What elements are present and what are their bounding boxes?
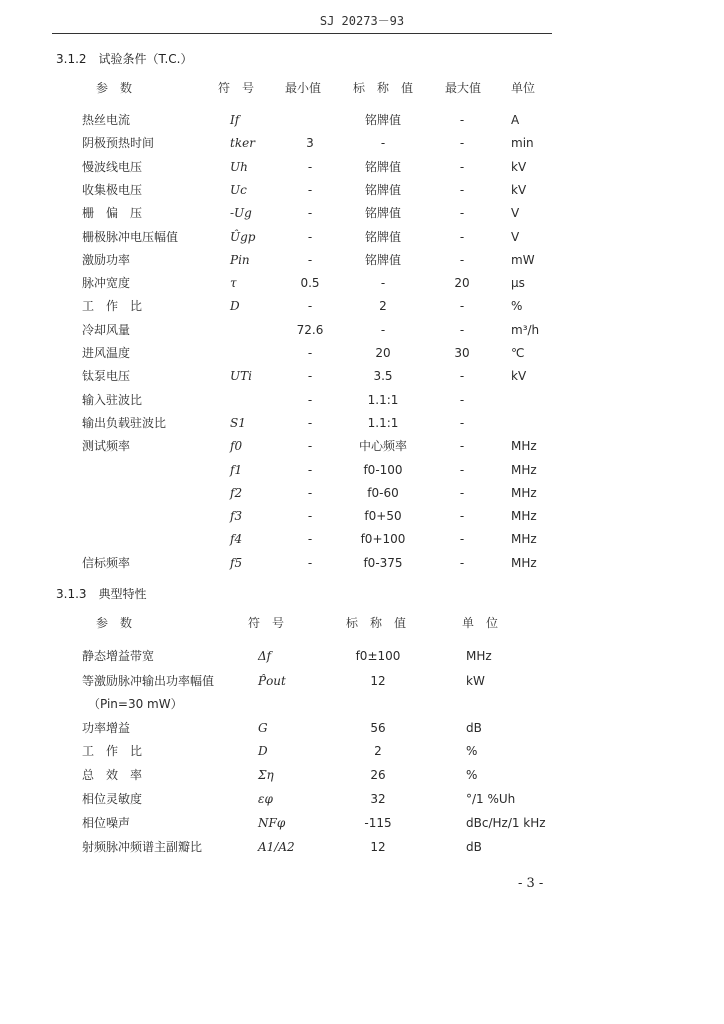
- nominal-cell: -115: [364, 816, 392, 830]
- page-number: - 3 -: [518, 876, 544, 891]
- table-row: [0, 508, 724, 530]
- min-cell: -: [307, 462, 313, 477]
- table-row: [0, 135, 724, 157]
- nominal-cell: 56: [370, 721, 386, 735]
- unit-cell: μs: [511, 276, 525, 291]
- nominal-cell: 1.1:1: [367, 392, 399, 407]
- nominal-cell: -: [380, 136, 386, 151]
- table-row: [0, 159, 724, 181]
- param-cell: 脉冲宽度: [82, 276, 131, 291]
- unit-cell: MHz: [511, 532, 537, 547]
- symbol-cell: A1/A2: [258, 840, 295, 854]
- nominal-cell: 3.5: [373, 369, 393, 384]
- table-row: [0, 205, 724, 227]
- max-cell: -: [459, 136, 465, 151]
- nominal-cell: 铭牌值: [364, 229, 402, 244]
- min-cell: -: [307, 159, 313, 174]
- col-nominal: 标 称 值: [352, 81, 414, 95]
- param-cell: 栅 偏 压: [82, 206, 143, 221]
- unit-cell: MHz: [511, 485, 537, 500]
- max-cell: -: [459, 159, 465, 174]
- param-cell: 功率增益: [82, 721, 131, 735]
- symbol-cell: εφ: [258, 792, 273, 806]
- table-row: [0, 415, 724, 437]
- param-cell: 热丝电流: [82, 113, 131, 127]
- symbol-cell: Ûgp: [230, 229, 256, 244]
- min-cell: -: [307, 415, 313, 430]
- param-cell: 相位噪声: [82, 816, 131, 830]
- max-cell: -: [459, 439, 465, 454]
- table-row: [0, 182, 724, 204]
- table-row: [0, 438, 724, 460]
- nominal-cell: 铭牌值: [364, 159, 402, 174]
- param-cell: 射频脉冲频谱主副瓣比: [82, 840, 203, 854]
- unit-cell: MHz: [511, 462, 537, 477]
- nominal-cell: 铭牌值: [364, 182, 402, 197]
- param-cell: 信标频率: [82, 555, 131, 570]
- nominal-cell: 2: [374, 744, 382, 758]
- unit-cell: dBc/Hz/1 kHz: [466, 816, 546, 830]
- unit-cell: V: [511, 206, 520, 221]
- table-row: [0, 720, 724, 742]
- symbol-cell: f0: [230, 439, 243, 454]
- nominal-cell: 12: [370, 674, 386, 688]
- table-row: [0, 555, 724, 577]
- unit-cell: MHz: [511, 439, 537, 454]
- symbol-cell: -Ug: [230, 206, 252, 221]
- nominal-cell: f0-100: [363, 462, 403, 477]
- table-row: [0, 392, 724, 414]
- min-cell: -: [307, 555, 313, 570]
- table2-header: [0, 615, 724, 637]
- param-cell: 总 效 率: [82, 768, 143, 782]
- min-cell: -: [307, 252, 313, 267]
- symbol-cell: G: [258, 721, 268, 735]
- unit-cell: %: [466, 768, 478, 782]
- table-row: [0, 673, 724, 695]
- max-cell: 30: [454, 346, 470, 360]
- max-cell: -: [459, 532, 465, 547]
- col-unit: 单 位: [462, 616, 499, 630]
- nominal-cell: 铭牌值: [364, 252, 402, 267]
- max-cell: -: [459, 509, 465, 524]
- min-cell: 0.5: [300, 276, 320, 291]
- param-cell: 钛泵电压: [82, 369, 131, 384]
- min-cell: -: [307, 439, 313, 454]
- unit-cell: dB: [466, 840, 482, 854]
- param-cell: 静态增益带宽: [82, 649, 155, 663]
- unit-cell: kV: [511, 182, 527, 197]
- min-cell: -: [307, 206, 313, 221]
- col-max: 最大值: [444, 81, 482, 95]
- min-cell: -: [307, 299, 313, 314]
- nominal-cell: -: [380, 276, 386, 291]
- symbol-cell: D: [258, 744, 268, 758]
- unit-cell: m³/h: [511, 322, 540, 337]
- symbol-cell: If: [230, 113, 240, 127]
- max-cell: -: [459, 229, 465, 244]
- symbol-cell: τ: [230, 276, 237, 291]
- unit-cell: MHz: [511, 555, 537, 570]
- max-cell: -: [459, 392, 465, 407]
- max-cell: -: [459, 485, 465, 500]
- table-row: [0, 462, 724, 484]
- max-cell: -: [459, 182, 465, 197]
- min-cell: -: [307, 485, 313, 500]
- param-cell: 输入驻波比: [82, 392, 143, 407]
- table-row: [0, 815, 724, 837]
- table-row: [0, 112, 724, 134]
- symbol-cell: UTi: [230, 369, 252, 384]
- table1-header: [0, 80, 724, 102]
- unit-cell: %: [511, 299, 523, 314]
- col-symbol: 符 号: [218, 81, 255, 95]
- param-cell: （Pin=30 mW）: [88, 697, 183, 711]
- nominal-cell: f0-375: [363, 555, 403, 570]
- min-cell: 72.6: [296, 322, 324, 337]
- min-cell: -: [307, 229, 313, 244]
- table-row: [0, 485, 724, 507]
- symbol-cell: tker: [230, 136, 255, 151]
- max-cell: 20: [454, 276, 470, 291]
- max-cell: -: [459, 369, 465, 384]
- table-row: [0, 648, 724, 670]
- param-cell: 工 作 比: [82, 744, 143, 758]
- table-row: [0, 696, 724, 718]
- table-row: [0, 252, 724, 274]
- nominal-cell: 中心频率: [358, 439, 408, 454]
- unit-cell: min: [511, 136, 534, 151]
- nominal-cell: 铭牌值: [364, 113, 402, 127]
- table-row: [0, 275, 724, 297]
- table-row: [0, 298, 724, 320]
- min-cell: -: [307, 509, 313, 524]
- col-unit: 单位: [511, 81, 536, 95]
- table-row: [0, 791, 724, 813]
- nominal-cell: f0+50: [364, 509, 402, 524]
- min-cell: 3: [306, 136, 314, 151]
- min-cell: -: [307, 369, 313, 384]
- param-cell: 冷却风量: [82, 322, 131, 337]
- param-cell: 输出负载驻波比: [82, 415, 167, 430]
- unit-cell: %: [466, 744, 478, 758]
- max-cell: -: [459, 462, 465, 477]
- nominal-cell: 铭牌值: [364, 206, 402, 221]
- symbol-cell: P̂out: [258, 674, 286, 688]
- unit-cell: dB: [466, 721, 482, 735]
- min-cell: -: [307, 532, 313, 547]
- max-cell: -: [459, 322, 465, 337]
- max-cell: -: [459, 555, 465, 570]
- param-cell: 收集极电压: [82, 182, 143, 197]
- symbol-cell: Uc: [230, 182, 247, 197]
- min-cell: -: [307, 392, 313, 407]
- nominal-cell: 1.1:1: [367, 415, 399, 430]
- param-cell: 工 作 比: [82, 299, 143, 314]
- nominal-cell: -: [380, 322, 386, 337]
- symbol-cell: S1: [230, 415, 246, 430]
- param-cell: 慢波线电压: [82, 159, 143, 174]
- nominal-cell: f0-60: [367, 485, 399, 500]
- unit-cell: °/1 %Uh: [466, 792, 516, 806]
- col-min: 最小值: [284, 81, 322, 95]
- table-row: [0, 767, 724, 789]
- symbol-cell: f3: [230, 509, 243, 524]
- param-cell: 阴极预热时间: [82, 136, 155, 151]
- nominal-cell: 20: [375, 346, 391, 360]
- max-cell: -: [459, 206, 465, 221]
- unit-cell: mW: [511, 252, 535, 267]
- min-cell: -: [307, 182, 313, 197]
- table-row: [0, 345, 724, 367]
- section-3-1-2-title: 3.1.2 试验条件（T.C.）: [56, 52, 193, 66]
- unit-cell: ℃: [511, 346, 525, 360]
- min-cell: -: [307, 346, 313, 360]
- symbol-cell: NFφ: [258, 816, 286, 830]
- header-rule: [52, 33, 552, 34]
- col-symbol: 符 号: [248, 616, 285, 630]
- nominal-cell: 32: [370, 792, 386, 806]
- max-cell: -: [459, 415, 465, 430]
- table-row: [0, 743, 724, 765]
- symbol-cell: f5: [230, 555, 243, 570]
- symbol-cell: Pin: [230, 252, 250, 267]
- symbol-cell: f4: [230, 532, 243, 547]
- unit-cell: MHz: [466, 649, 492, 663]
- col-param: 参 数: [96, 616, 133, 630]
- symbol-cell: f1: [230, 462, 243, 477]
- unit-cell: kV: [511, 369, 527, 384]
- symbol-cell: Uh: [230, 159, 248, 174]
- nominal-cell: f0+100: [360, 532, 406, 547]
- symbol-cell: Ση: [258, 768, 274, 782]
- unit-cell: kV: [511, 159, 527, 174]
- max-cell: -: [459, 252, 465, 267]
- table-row: [0, 229, 724, 251]
- param-cell: 相位灵敏度: [82, 792, 143, 806]
- table-row: [0, 368, 724, 390]
- table-row: [0, 839, 724, 861]
- nominal-cell: 12: [370, 840, 386, 854]
- nominal-cell: f0±100: [355, 649, 401, 663]
- nominal-cell: 26: [370, 768, 386, 782]
- max-cell: -: [459, 113, 465, 127]
- unit-cell: A: [511, 113, 520, 127]
- table-row: [0, 322, 724, 344]
- max-cell: -: [459, 299, 465, 314]
- unit-cell: V: [511, 229, 520, 244]
- col-param: 参 数: [96, 81, 133, 95]
- table-row: [0, 531, 724, 553]
- document-header: SJ 20273－93: [319, 14, 405, 28]
- col-nominal: 标 称 值: [345, 616, 407, 630]
- param-cell: 进风温度: [82, 346, 131, 360]
- unit-cell: MHz: [511, 509, 537, 524]
- param-cell: 等激励脉冲输出功率幅值: [82, 674, 215, 688]
- nominal-cell: 2: [379, 299, 387, 314]
- symbol-cell: f2: [230, 485, 243, 500]
- param-cell: 激励功率: [82, 252, 131, 267]
- unit-cell: kW: [466, 674, 485, 688]
- symbol-cell: D: [230, 299, 240, 314]
- param-cell: 测试频率: [82, 439, 131, 454]
- section-3-1-3-title: 3.1.3 典型特性: [56, 587, 147, 601]
- param-cell: 栅极脉冲电压幅值: [82, 229, 179, 244]
- symbol-cell: Δf: [258, 649, 272, 663]
